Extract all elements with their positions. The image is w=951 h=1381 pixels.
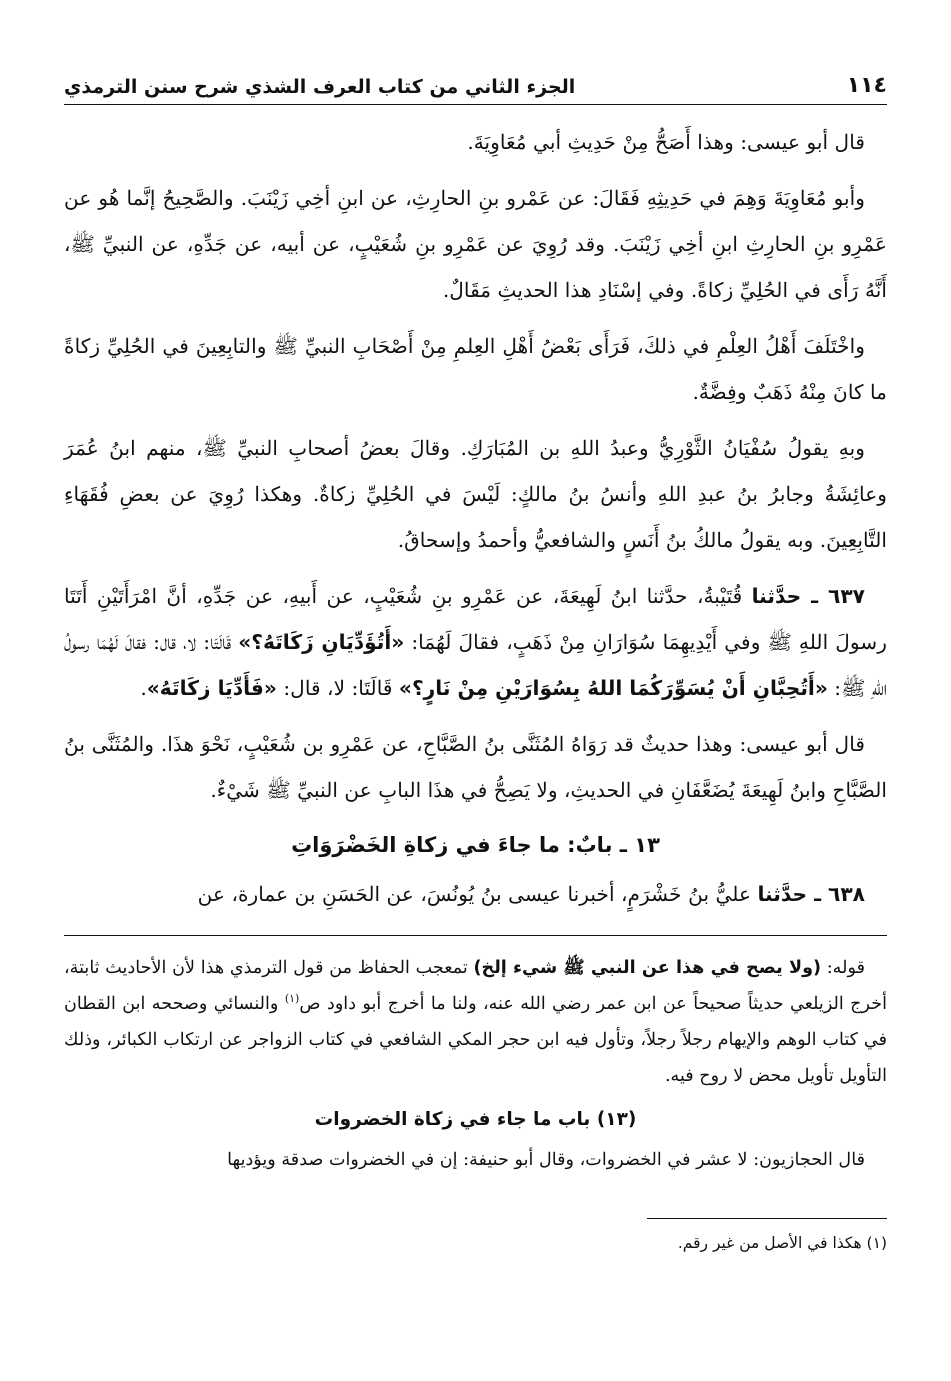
commentary-text-2: والنسائي وصححه ابن القطان في كتاب الوهم والإيهام رجلاً رجلاً، وتأول فيه ابن حجر المكي الشافعي في كتاب الزواجر عن ارتكاب الكبائر، وذلك التأويل تأويل محض لا روح فيه. xyxy=(64,994,887,1086)
hadith-637-text-2: قَالَتَا: لا، قال: فقالَ لَهُمَا رسولُ اللهِ ﷺ: xyxy=(64,630,887,700)
paragraph-abu-muawiya: وأبو مُعَاوِيَةَ وَهِمَ في حَدِيثِهِ فَقَالَ: عن عَمْرو بنِ الحارِثِ، عن ابنِ أخِي زَيْنَبَ. والصَّحِيحُ إنَّما هُو عن عَمْرِو بنِ الحارِثِ ابنِ أخِي زَيْنَبَ. وقد رُوِيَ عن عَمْرِو بنِ شُعَيْبٍ، عن أبيه، عن جَدِّهِ، عن النبيِّ ﷺ، أَنَّهُ رَأَى في الحُلِيِّ زكاةً. وفي إسْنَادِ هذا الحديثِ مَقَالٌ. xyxy=(64,186,887,302)
hadith-638 xyxy=(64,871,887,917)
commentary-intro: قوله: xyxy=(821,958,865,978)
hadith-637-text-4: . xyxy=(140,676,147,700)
footnote: (١) هكذا في الأصل من غير رقم. xyxy=(677,1234,887,1252)
commentary xyxy=(64,950,887,1178)
hadith-638-label: ٦٣٨ ـ حدَّثنا xyxy=(757,882,865,906)
book-page xyxy=(64,58,887,1361)
hadith-637-text-1: قُتَيْبةُ، حدَّثنا ابنُ لَهِيعَةَ، عن عَمْرِو بنِ شُعَيْبٍ، عن أَبيهِ، عن جَدِّهِ، أنَّ امْرَأَتَيْنِ أَتَتَا رسولَ اللهِ ﷺ وفي أَيْدِيهِمَا سُوَارَانِ مِنْ ذَهَبٍ، فقالَ لَهُمَا: xyxy=(64,584,887,654)
paragraph-abu-isa-2: قال أبو عيسى: وهذا حديثٌ قد رَوَاهُ المُثَنَّى بنُ الصَّبَّاحِ، عن عَمْرِو بن شُعَيْبٍ، نَحْوَ هذَا. والمُثَنَّى بنُ الصَّبَّاحِ وابنُ لَهِيعَةَ يُضَعَّفَانِ في الحديثِ، ولا يَصِحُّ في هذَا البابِ عن النبيِّ ﷺ شَيْءٌ. xyxy=(64,732,887,802)
commentary-text-1: تمعجب الحفاظ من قول الترمذي هذا لأن الأحاديث ثابتة، أخرج الزيلعي حديثاً صحيحاً عن ابن عمر رضي الله عنه، ولنا ما أخرج أبو داود ص xyxy=(64,958,887,1014)
page-number: ١١٤ xyxy=(846,73,887,98)
running-title: الجزء الثاني من كتاب العرف الشذي شرح سنن الترمذي xyxy=(64,76,576,98)
main-text xyxy=(64,119,887,917)
commentary-divider xyxy=(64,935,887,936)
paragraph-scholars-disagreement: واخْتَلَفَ أَهْلُ العِلْمِ في ذلكَ، فَرَأَى بَعْضُ أَهْلِ العِلمِ مِنْ أَصْحَابِ النبيِّ ﷺ والتابِعِينَ في الحُلِيِّ زكاةً ما كانَ مِنْهُ ذَهَبٌ وفِضَّةٌ. xyxy=(64,334,887,404)
section-13-heading: ١٣ ـ بابٌ: ما جاءَ في زكاةِ الخَضْرَوَاتِ xyxy=(291,833,660,857)
hadith-637-quote-3: «فَأَدِّيَا زكَاتَهُ» xyxy=(146,676,277,700)
hadith-638-text: عليُّ بنُ خَشْرَمٍ، أخبرنا عيسى بنُ يُونُسَ، عن الحَسَنِ بن عمارة، عن xyxy=(197,882,758,906)
paragraph-scholars-opinions: وبهِ يقولُ سُفْيَانُ الثَّوْرِيُّ وعبدُ اللهِ بن المُبَارَكِ. وقالَ بعضُ أصحابِ النبيِّ ﷺ، منهم ابنُ عُمَرَ وعائِشَةُ وجابرُ بنُ عبدِ اللهِ وأنسُ بنُ مالكٍ: لَيْسَ في الحُلِيِّ زكاةٌ. وهكذا رُوِيَ عن بعضِ فُقَهَاءِ التَّابِعِينَ. وبه يقولُ مالكُ بنُ أَنَسٍ والشافعيُّ وأحمدُ وإسحاقُ. xyxy=(64,436,887,552)
page-header xyxy=(64,58,887,105)
hadith-637-text-3: قَالَتَا: لا، قال: xyxy=(276,676,399,700)
footnote-divider xyxy=(647,1218,887,1219)
hadith-637 xyxy=(64,573,887,711)
hadith-637-quote-1: «أَتُؤَدِّيَانِ زَكَاتَهُ؟» xyxy=(238,630,405,654)
paragraph-abu-isa-1: قال أبو عيسى: وهذا أَصَحُّ مِنْ حَدِيثِ أبي مُعَاوِيَةَ. xyxy=(467,130,865,154)
hadith-637-quote-2: «أَتُحِبَّانِ أَنْ يُسَوِّرَكُمَا اللهُ بِسُوَارَيْنِ مِنْ نَارٍ؟» xyxy=(398,676,828,700)
commentary-heading: (١٣) باب ما جاء في زكاة الخضروات xyxy=(314,1109,637,1130)
commentary-paragraph-1 xyxy=(64,950,887,1094)
commentary-paragraph-2: قال الحجازيون: لا عشر في الخضروات، وقال أبو حنيفة: إن في الخضروات صدقة ويؤديها xyxy=(227,1150,865,1170)
commentary-quoted-phrase: (ولا يصح في هذا عن النبي ﷺ شيء إلخ) xyxy=(473,958,822,978)
footnote-reference[interactable]: (١) xyxy=(284,992,300,1006)
hadith-637-label: ٦٣٧ ـ حدَّثنا xyxy=(751,584,865,608)
